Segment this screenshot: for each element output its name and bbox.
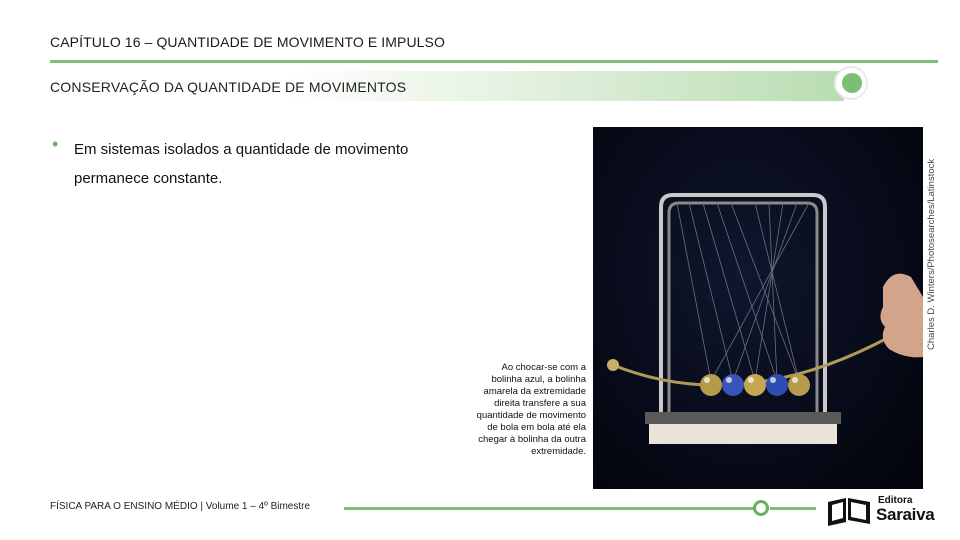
newtons-cradle-photo — [593, 127, 923, 489]
bullet-text: Em sistemas isolados a quantidade de movimento permanece constante. — [74, 141, 409, 187]
publisher-logo — [824, 493, 940, 527]
footer-text: FÍSICA PARA O ENSINO MÉDIO | Volume 1 – 4º Bimestre — [50, 501, 311, 512]
footer-divider — [344, 507, 754, 510]
section-dot-icon — [842, 73, 862, 93]
publisher-name-bottom: Saraiva — [876, 505, 935, 524]
book-logo-icon — [826, 496, 874, 526]
photo-credit: Charles D. Winters/Photosearches/Latinstock — [926, 158, 937, 350]
footer-divider-right — [770, 507, 816, 510]
publisher-name-top: Editora — [878, 495, 913, 506]
figure-caption: Ao chocar-se com a bolinha azul, a bolinha amarela da extremidade direita transfere a sua quantidade de movimento de bola em bola até ela chegar à bolinha da outra extremidade. — [476, 362, 586, 457]
footer-circle-icon — [753, 500, 769, 516]
title-divider — [50, 60, 938, 63]
newtons-cradle-illustration — [593, 127, 923, 489]
section-title: CONSERVAÇÃO DA QUANTIDADE DE MOVIMENTOS — [50, 79, 407, 95]
bullet-icon: • — [52, 134, 59, 154]
chapter-title: CAPÍTULO 16 – QUANTIDADE DE MOVIMENTO E IMPULSO — [50, 34, 445, 50]
